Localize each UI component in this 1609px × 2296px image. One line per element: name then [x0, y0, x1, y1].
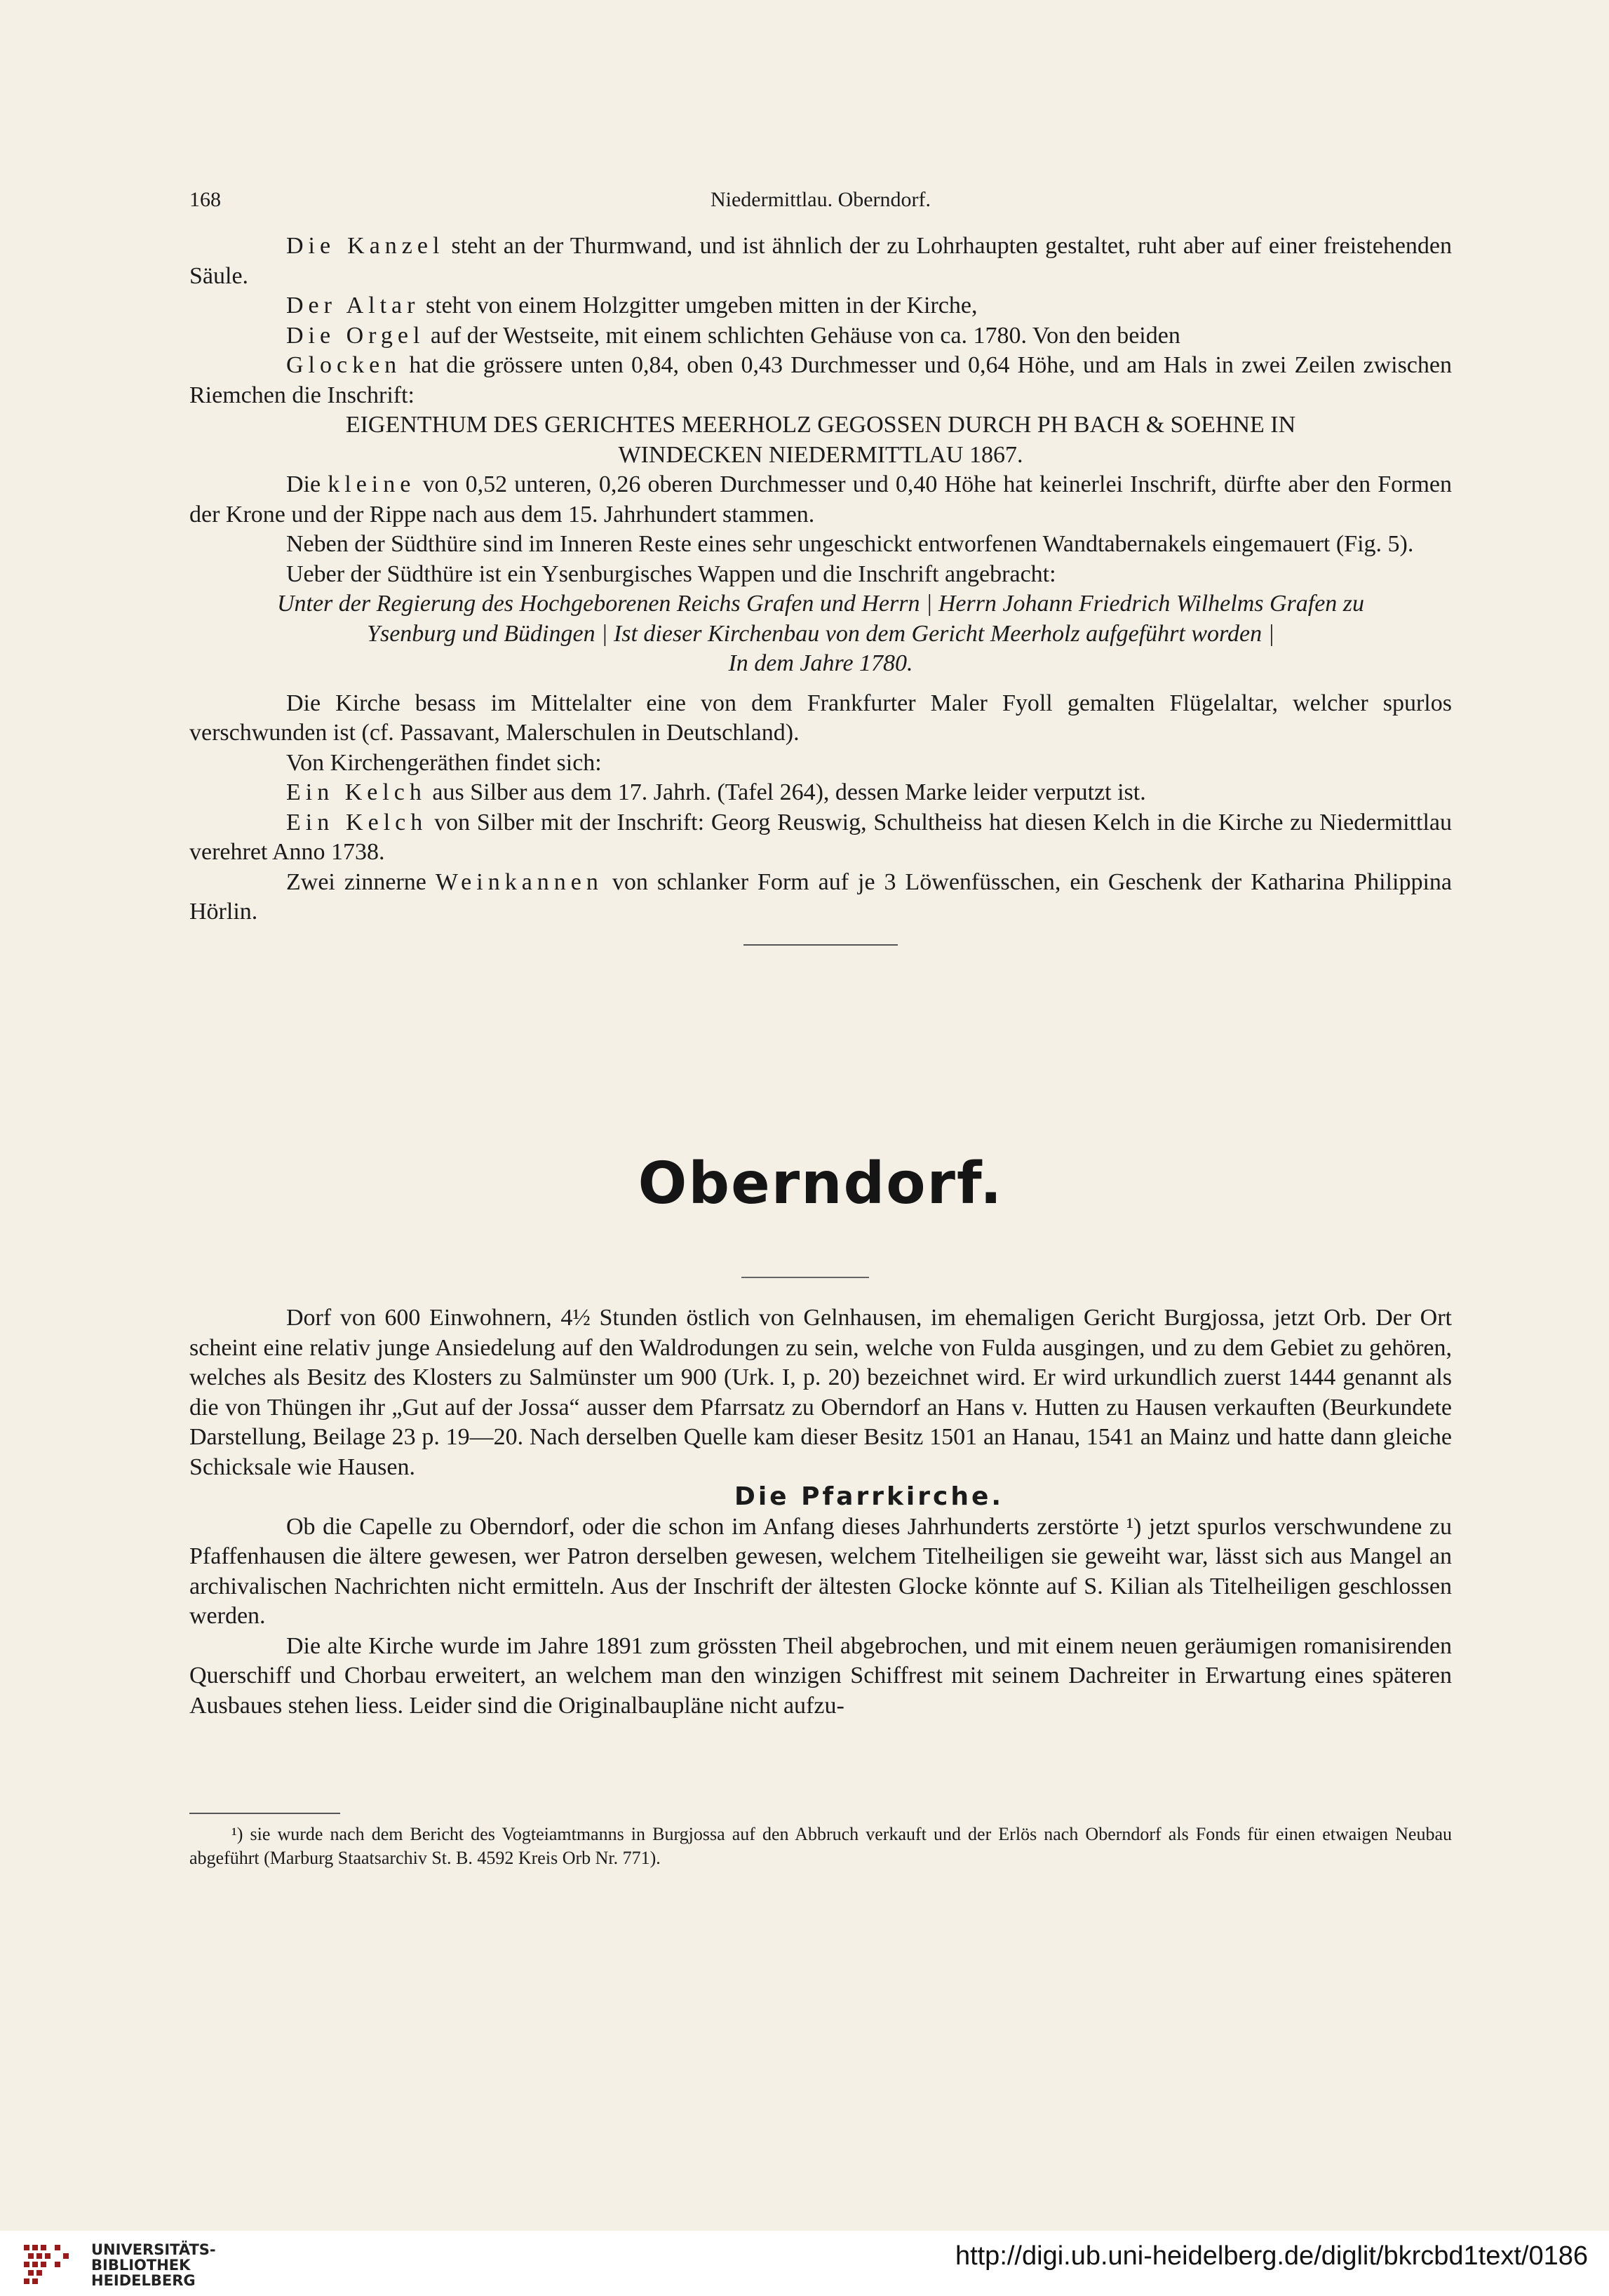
footnote: ¹) sie wurde nach dem Bericht des Vogteiamtmanns in Burgjossa auf den Abbruch verkauft und der Erlös nach Oberndorf als Fonds für einen etwaigen Neubau abgeführt (Marburg Staatsarchiv St. B. 4592 Kreis Orb Nr. 771).: [189, 1824, 1452, 1868]
term-glocken: Glocken: [286, 352, 402, 378]
term-kelch: Ein Kelch: [286, 809, 428, 835]
paragraph-text: aus Silber aus dem 17. Jahrh. (Tafel 264), dessen Marke leider verputzt ist.: [426, 779, 1146, 805]
paragraph: [189, 778, 1452, 808]
paragraph: [189, 231, 1452, 291]
paragraph-text: steht von einem Holzgitter umgeben mitten in der Kirche,: [419, 293, 978, 318]
running-title: Niedermittlau. Oberndorf.: [710, 188, 931, 211]
term-kanzel: Die Kanzel: [286, 233, 445, 259]
library-name: [91, 2242, 216, 2288]
paragraph: Die alte Kirche wurde im Jahre 1891 zum grössten Theil abgebrochen, und mit einem neuen geräumigen romanisirenden Querschiff und Chorbau erweitert, an welchem man den winzigen Schiffrest mit seinem Dachreiter in Erwartung eines späteren Ausbaues stehen liess. Leider sind die Originalbaupläne nicht aufzu-: [189, 1632, 1452, 1719]
library-name-line: UNIVERSITÄTS-: [91, 2241, 216, 2258]
paragraph: [189, 291, 1452, 321]
paragraph: Von Kirchengeräthen findet sich:: [286, 749, 602, 776]
library-name-line: HEIDELBERG: [91, 2272, 196, 2289]
italic-inscription-line: Ysenburg und Büdingen | Ist dieser Kirchenbau von dem Gericht Meerholz aufgeführt worden |: [367, 620, 1274, 647]
page-number: 168: [189, 188, 221, 211]
term-orgel: Die Orgel: [286, 322, 425, 349]
section-heading-oberndorf: Oberndorf.: [638, 1150, 1004, 1217]
heidelberg-university-library-logo-icon: [21, 2239, 84, 2288]
paragraph: [189, 868, 1452, 927]
footer-url-link[interactable]: http://digi.ub.uni-heidelberg.de/diglit/bkrcbd1text/0186: [955, 2241, 1588, 2271]
subheading-pfarrkirche: Die Pfarrkirche.: [734, 1482, 1004, 1511]
paragraph-text: von Silber mit der Inschrift: Georg Reuswig, Schultheiss hat diesen Kelch in die Kirche zu Niedermittlau verehret Anno 1738.: [189, 809, 1452, 865]
section-oberndorf-text: [189, 1303, 1452, 1721]
section-divider: [743, 944, 898, 946]
bell-inscription-line: EIGENTHUM DES GERICHTES MEERHOLZ GEGOSSEN DURCH PH BACH & SOEHNE IN: [345, 412, 1296, 438]
italic-inscription-line: In dem Jahre 1780.: [728, 650, 913, 676]
paragraph-text: hat die grössere unten 0,84, oben 0,43 Durchmesser und 0,64 Höhe, und am Hals in zwei Zeilen zwischen Riemchen die Inschrift:: [189, 352, 1452, 408]
paragraph: [189, 351, 1452, 410]
paragraph-text: Die: [286, 471, 328, 497]
paragraph: Ueber der Südthüre ist ein Ysenburgisches Wappen und die Inschrift angebracht:: [286, 560, 1056, 587]
paragraph-text: Zwei zinnerne: [286, 868, 436, 895]
bell-inscription-line: WINDECKEN NIEDERMITTLAU 1867.: [618, 441, 1023, 468]
paragraph: [189, 470, 1452, 530]
library-name-line: BIBLIOTHEK: [91, 2257, 191, 2274]
paragraph: Neben der Südthüre sind im Inneren Reste eines sehr ungeschickt entworfenen Wandtabernakels eingemauert (Fig. 5).: [286, 531, 1414, 557]
paragraph: Die Kirche besass im Mittelalter eine von dem Frankfurter Maler Fyoll gemalten Flügelaltar, welcher spurlos verschwunden ist (cf. Passavant, Malerschulen in Deutschland).: [189, 690, 1452, 746]
term-altar: Der Altar: [286, 293, 420, 318]
term-weinkannen: Weinkannen: [435, 868, 603, 895]
paragraph: [189, 808, 1452, 868]
paragraph-text: von schlanker Form auf je 3 Löwenfüsschen, ein Geschenk der Katharina Philippina Hörlin.: [189, 868, 1452, 925]
footnotes: [189, 1822, 1452, 1870]
paragraph-text: von 0,52 unteren, 0,26 oberen Durchmesser und 0,40 Höhe hat keinerlei Inschrift, dürfte aber den Formen der Krone und der Rippe nach aus dem 15. Jahrhundert stammen.: [189, 471, 1452, 528]
section-niedermittlau-text: [189, 231, 1452, 955]
paragraph: Ob die Capelle zu Oberndorf, oder die schon im Anfang dieses Jahrhunderts zerstörte ¹) jetzt spurlos verschwundene zu Pfaffenhausen die ältere gewesen, wer Patron derselben gewesen, welchem Titelheiligen sie geweiht war, lässt sich aus Mangel an archivalischen Nachrichten nicht ermitteln. Aus der Inschrift der ältesten Glocke könnte auf S. Kilian als Titelheiligen geschlossen werden.: [189, 1513, 1452, 1629]
footnote-divider: [189, 1813, 340, 1814]
term-kelch: Ein Kelch: [286, 779, 426, 805]
page-header: [189, 188, 1452, 223]
paragraph-text: auf der Westseite, mit einem schlichten Gehäuse von ca. 1780. Von den beiden: [424, 322, 1180, 349]
paragraph: Dorf von 600 Einwohnern, 4½ Stunden östlich von Gelnhausen, im ehemaligen Gericht Burgjossa, jetzt Orb. Der Ort scheint eine relativ junge Ansiedelung auf den Waldrodungen zu sein, welche von Fulda ausgingen, und zu dem Gebiet zu gehören, welches als Besitz des Klosters zu Salmünster um 900 (Urk. I, p. 20) bezeichnet wird. Er wird urkundlich zuerst 1444 genannt als die von Thüngen ihr „Gut auf der Jossa“ ausser dem Pfarrsatz zu Oberndorf an Hans v. Hutten zu Hausen verkauften (Beurkundete Darstellung, Beilage 23 p. 19—20. Nach derselben Quelle kam dieser Besitz 1501 an Hanau, 1541 an Mainz und hatte dann gleiche Schicksale wie Hausen.: [189, 1305, 1452, 1480]
paragraph: [189, 321, 1452, 351]
paragraph-text: steht an der Thurmwand, und ist ähnlich der zu Lohrhaupten gestaltet, ruht aber auf einer freistehenden Säule.: [189, 233, 1452, 289]
heading-divider: [741, 1277, 869, 1278]
italic-inscription-line: Unter der Regierung des Hochgeborenen Reichs Grafen und Herrn | Herrn Johann Friedrich Wilhelms Grafen zu: [276, 591, 1365, 617]
term-kleine: kleine: [328, 471, 416, 497]
